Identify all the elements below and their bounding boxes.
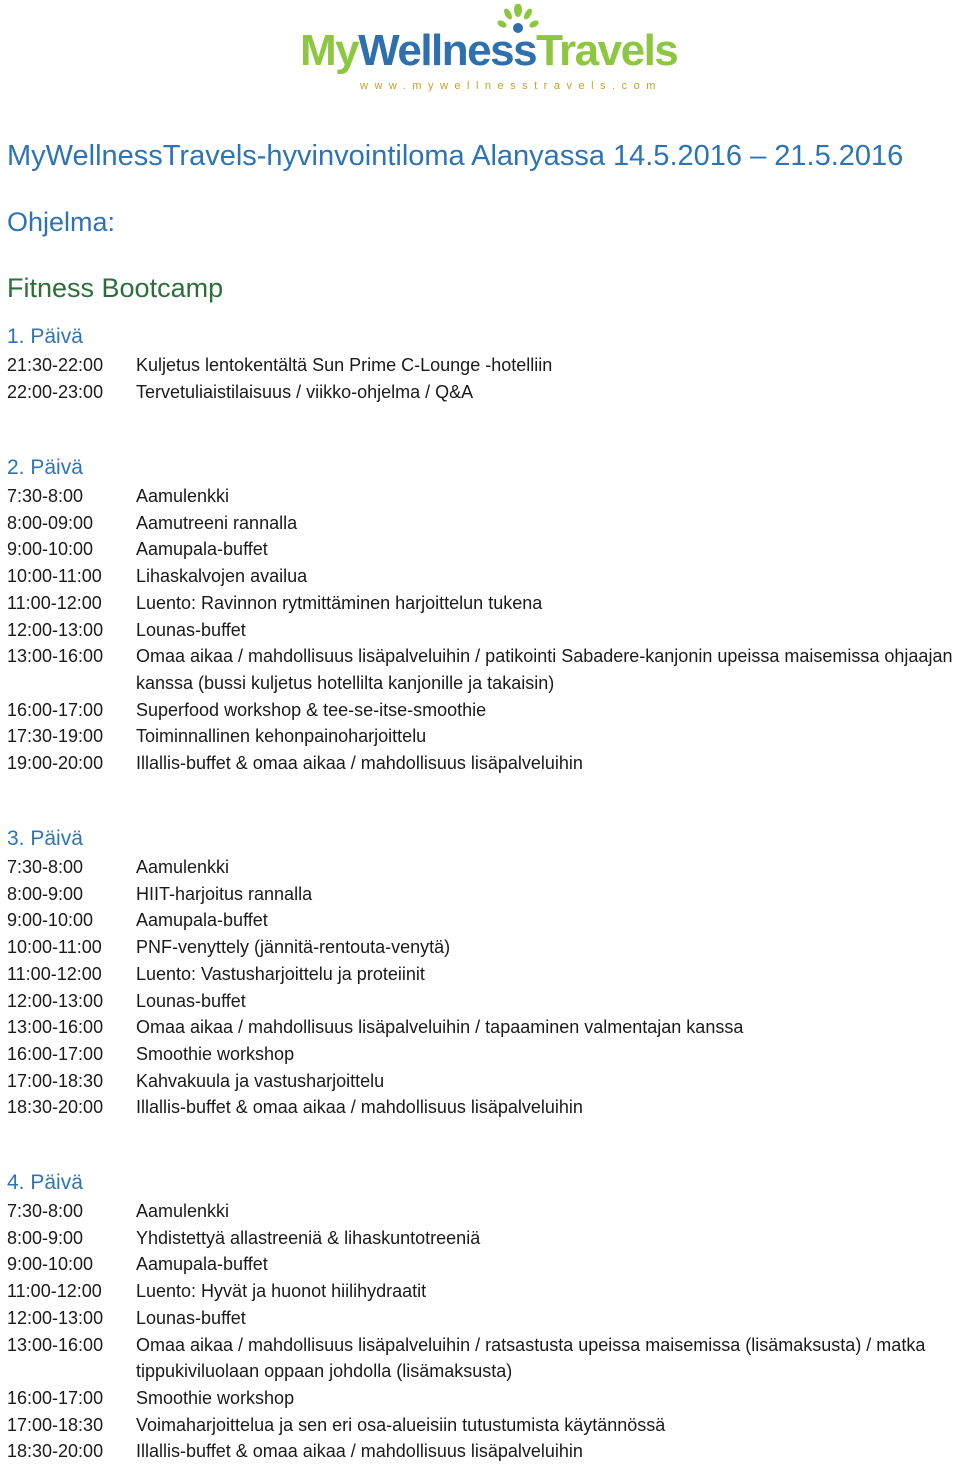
schedule-row	[7, 510, 957, 537]
schedule-row	[7, 483, 957, 510]
schedule-activity: Omaa aikaa / mahdollisuus lisäpalveluihin / tapaaminen valmentajan kanssa	[136, 1017, 744, 1038]
schedule-row	[7, 352, 957, 379]
schedule-activity: Illallis-buffet & omaa aikaa / mahdollisuus lisäpalveluihin	[136, 1097, 583, 1118]
schedule-activity: Luento: Vastusharjoittelu ja proteiinit	[136, 963, 425, 984]
schedule-activity: Lihaskalvojen availua	[136, 566, 308, 587]
schedule-time: 12:00-13:00	[7, 619, 104, 640]
section-title: Fitness Bootcamp	[7, 273, 224, 303]
schedule-row	[7, 536, 957, 563]
schedule-time: 19:00-20:00	[7, 753, 104, 774]
schedule-time: 17:00-18:30	[7, 1070, 104, 1091]
schedule-time: 7:30-8:00	[7, 857, 84, 877]
schedule-row	[7, 1438, 957, 1465]
schedule-activity: Omaa aikaa / mahdollisuus lisäpalveluihin / patikointi Sabadere-kanjonin upeissa maisemissa ohjaajan kanssa (bussi kuljetus hotellilta kanjonille ja takaisin)	[136, 646, 953, 693]
schedule-time: 9:00-10:00	[7, 910, 94, 931]
schedule-activity: Illallis-buffet & omaa aikaa / mahdollisuus lisäpalveluihin	[136, 1441, 583, 1462]
schedule-row	[7, 907, 957, 934]
schedule-row	[7, 1225, 957, 1252]
schedule-time: 10:00-11:00	[7, 566, 102, 587]
schedule-row	[7, 563, 957, 590]
schedule-time: 16:00-17:00	[7, 1043, 104, 1064]
schedule-time: 13:00-16:00	[7, 1334, 104, 1355]
schedule-time: 12:00-13:00	[7, 1307, 104, 1328]
day-section	[7, 824, 957, 1121]
schedule-row	[7, 854, 957, 881]
schedule-activity: Smoothie workshop	[136, 1043, 295, 1064]
schedule-time: 9:00-10:00	[7, 1254, 94, 1275]
schedule-row	[7, 1332, 957, 1385]
schedule-row	[7, 1198, 957, 1225]
schedule-time: 10:00-11:00	[7, 937, 102, 958]
schedule-time: 9:00-10:00	[7, 539, 94, 560]
day-section	[7, 322, 957, 405]
schedule-time: 22:00-23:00	[7, 381, 104, 402]
schedule-row	[7, 881, 957, 908]
schedule-activity: Lounas-buffet	[136, 990, 246, 1011]
schedule-row	[7, 1305, 957, 1332]
schedule-activity: Toiminnallinen kehonpainoharjoittelu	[136, 726, 427, 747]
schedule-activity: HIIT-harjoitus rannalla	[136, 883, 313, 904]
schedule-activity: Aamupala-buffet	[136, 1254, 268, 1275]
schedule-time: 13:00-16:00	[7, 646, 104, 667]
schedule-activity: Aamulenkki	[136, 486, 230, 506]
schedule-row	[7, 643, 957, 696]
schedule-time: 16:00-17:00	[7, 699, 104, 720]
schedule-activity: Illallis-buffet & omaa aikaa / mahdollisuus lisäpalveluihin	[136, 753, 583, 774]
schedule-row	[7, 1094, 957, 1121]
schedule-activity: Lounas-buffet	[136, 1307, 246, 1328]
schedule-activity: Lounas-buffet	[136, 619, 246, 640]
schedule-activity: Tervetuliaistilaisuus / viikko-ohjelma / Q&A	[136, 381, 474, 402]
schedule-activity: Aamupala-buffet	[136, 539, 268, 560]
schedule-activity: PNF-venyttely (jännitä-rentouta-venytä)	[136, 937, 451, 958]
schedule-activity: Luento: Ravinnon rytmittäminen harjoittelun tukena	[136, 592, 543, 613]
schedule-time: 11:00-12:00	[7, 592, 102, 613]
schedule-row	[7, 1385, 957, 1412]
schedule-time: 21:30-22:00	[7, 355, 104, 375]
day-title: 1. Päivä	[7, 325, 83, 348]
schedule-time: 16:00-17:00	[7, 1387, 104, 1408]
schedule-time: 11:00-12:00	[7, 1281, 102, 1302]
schedule-row	[7, 1041, 957, 1068]
schedule-time: 17:30-19:00	[7, 726, 104, 747]
schedule-row	[7, 723, 957, 750]
schedule-activity: Omaa aikaa / mahdollisuus lisäpalveluihin / ratsastusta upeissa maisemissa (lisämaksusta) / matka tippukiviluolaan oppaan johdolla (lisämaksusta)	[136, 1334, 926, 1382]
schedule-time: 17:00-18:30	[7, 1414, 104, 1435]
schedule-row	[7, 1278, 957, 1305]
logo-wordmark: MyWellnessTravels	[300, 26, 678, 75]
schedule-activity: Voimaharjoittelua ja sen eri osa-alueisiin tutustumista käytännössä	[136, 1414, 666, 1435]
schedule-row	[7, 1068, 957, 1095]
day-title: 4. Päivä	[7, 1171, 83, 1194]
schedule-row	[7, 961, 957, 988]
schedule-row	[7, 750, 957, 777]
schedule-time: 8:00-9:00	[7, 1227, 84, 1248]
schedule-activity: Kuljetus lentokentältä Sun Prime C-Lounge -hotelliin	[136, 355, 553, 375]
day-title: 3. Päivä	[7, 827, 83, 850]
schedule-row	[7, 1251, 957, 1278]
schedule-time: 7:30-8:00	[7, 1201, 84, 1221]
schedule-row	[7, 379, 957, 406]
schedule-row	[7, 1412, 957, 1439]
schedule-time: 18:30-20:00	[7, 1441, 104, 1462]
schedule-activity: Yhdistettyä allastreeniä & lihaskuntotreeniä	[136, 1227, 481, 1248]
schedule-activity: Superfood workshop & tee-se-itse-smoothie	[136, 699, 487, 720]
schedule-activity: Luento: Hyvät ja huonot hiilihydraatit	[136, 1281, 427, 1302]
schedule-row	[7, 1014, 957, 1041]
schedule-activity: Aamulenkki	[136, 1201, 230, 1221]
schedule-activity: Kahvakuula ja vastusharjoittelu	[136, 1070, 385, 1091]
schedule-row	[7, 697, 957, 724]
schedule-time: 13:00-16:00	[7, 1017, 104, 1038]
schedule-row	[7, 590, 957, 617]
day-title: 2. Päivä	[7, 456, 83, 479]
schedule-activity: Aamutreeni rannalla	[136, 512, 298, 533]
schedule-row	[7, 617, 957, 644]
schedule-time: 18:30-20:00	[7, 1097, 104, 1118]
schedule-time: 12:00-13:00	[7, 990, 104, 1011]
schedule-activity: Aamulenkki	[136, 857, 230, 877]
schedule-time: 8:00-09:00	[7, 512, 94, 533]
schedule-activity: Aamupala-buffet	[136, 910, 268, 931]
program-heading: Ohjelma:	[7, 207, 116, 237]
schedule-time: 7:30-8:00	[7, 486, 84, 506]
schedule-time: 8:00-9:00	[7, 883, 84, 904]
page-title: MyWellnessTravels-hyvinvointiloma Alanyassa 14.5.2016 – 21.5.2016	[7, 140, 904, 172]
schedule-time: 11:00-12:00	[7, 963, 102, 984]
schedule-activity: Smoothie workshop	[136, 1387, 295, 1408]
schedule-row	[7, 988, 957, 1015]
logo	[300, 4, 680, 94]
logo-url: www.mywellnesstravels.com	[360, 80, 662, 92]
day-section	[7, 453, 957, 777]
day-section	[7, 1168, 957, 1465]
schedule-row	[7, 934, 957, 961]
